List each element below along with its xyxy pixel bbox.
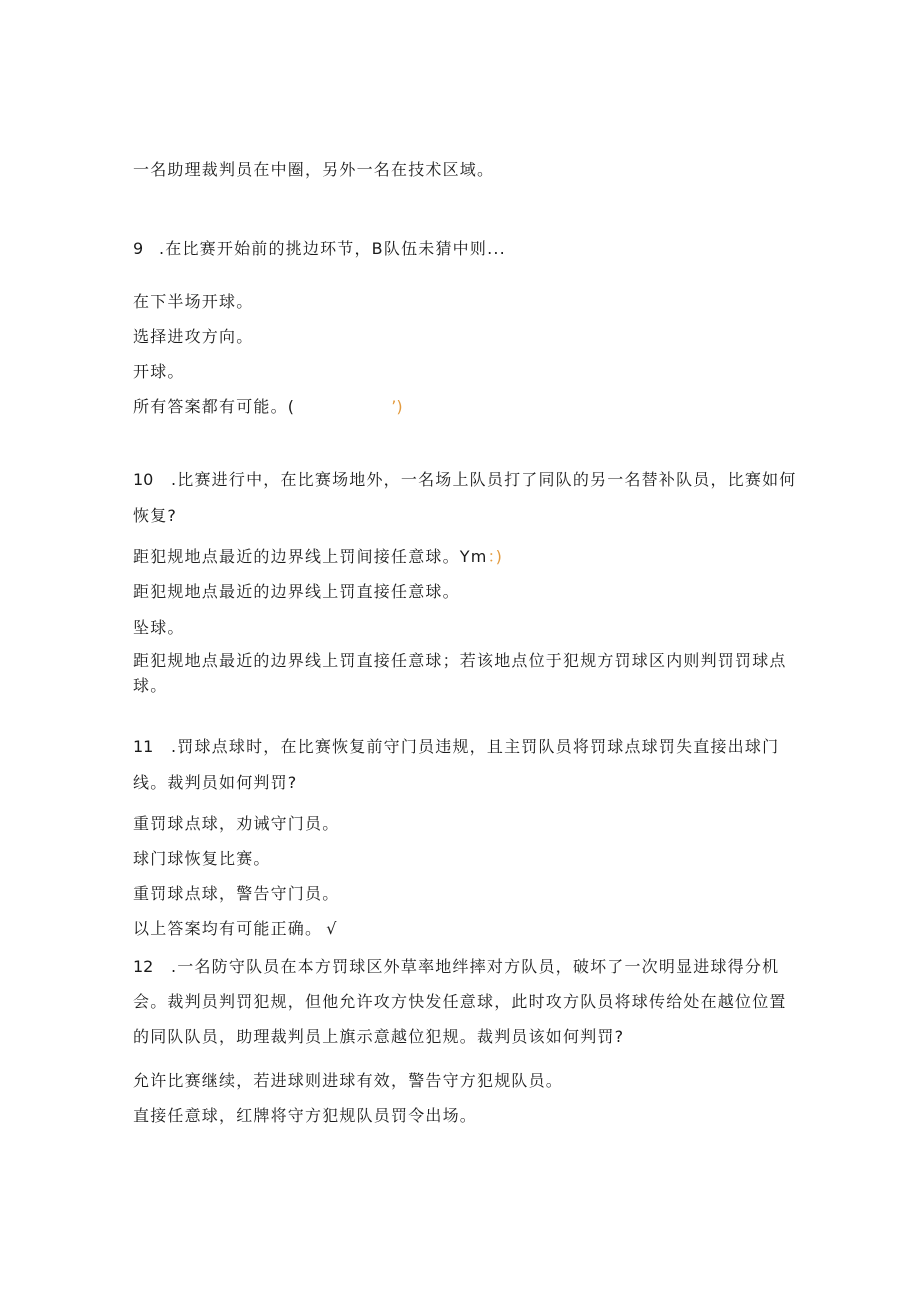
option-text: 球。 [133,676,168,695]
option-text: 坠球。 [133,618,185,637]
option-text: 距犯规地点最近的边界线上罚直接任意球；若该地点位于犯规方罚球区内则判罚罚球点 [133,651,787,670]
question-number: 9 [133,239,144,258]
question-text: 恢复? [133,506,178,525]
question-text: .一名防守队员在本方罚球区外草率地绊摔对方队员，破坏了一次明显进球得分机 [171,957,780,976]
option-text: 距犯规地点最近的边界线上罚直接任意球。 [133,582,460,601]
option-text: 重罚球点球，警告守门员。 [133,884,340,903]
option-line [133,546,502,568]
question-number: 10 [133,470,154,489]
answer-mark: ’) [391,397,403,416]
question-text: 会。裁判员判罚犯规，但他允许攻方快发任意球，此时攻方队员将球传给处在越位位置 [133,992,787,1011]
option-text: 重罚球点球，劝诫守门员。 [133,814,340,833]
question-text: .在比赛开始前的挑边环节，B队伍未猜中则... [159,239,506,258]
option-text: 在下半场开球。 [133,292,254,311]
question-12 [133,956,779,978]
option-text: 以上答案均有可能正确。 [133,919,323,938]
option-text: 允许比赛继续，若进球则进球有效，警告守方犯规队员。 [133,1071,564,1090]
option-text: 球门球恢复比赛。 [133,849,271,868]
option-text: 直接任意球，红牌将守方犯规队员罚令出场。 [133,1106,478,1125]
question-text: .比赛进行中，在比赛场地外，一名场上队员打了同队的另一名替补队员，比赛如何 [171,470,797,489]
check-mark-icon: √ [326,919,337,938]
option-text: 开球。 [133,362,185,381]
question-11 [133,736,779,758]
option-text: 所有答案都有可能。( [133,397,296,416]
question-text: .罚球点球时，在比赛恢复前守门员违规，且主罚队员将罚球点球罚失直接出球门 [171,737,780,756]
text-line: 一名助理裁判员在中圈，另外一名在技术区域。 [133,160,495,179]
option-line [133,918,336,940]
option-line [133,396,403,418]
question-text: 的同队队员，助理裁判员上旗示意越位犯规。裁判员该如何判罚? [133,1027,625,1046]
option-text: 距犯规地点最近的边界线上罚间接任意球。Ym [133,547,488,566]
question-10 [133,469,797,491]
question-text: 线。裁判员如何判罚? [133,773,298,792]
question-number: 11 [133,737,154,756]
question-number: 12 [133,957,154,976]
answer-mark: ：) [487,547,502,566]
option-text: 选择进攻方向。 [133,327,254,346]
question-9 [133,238,506,260]
